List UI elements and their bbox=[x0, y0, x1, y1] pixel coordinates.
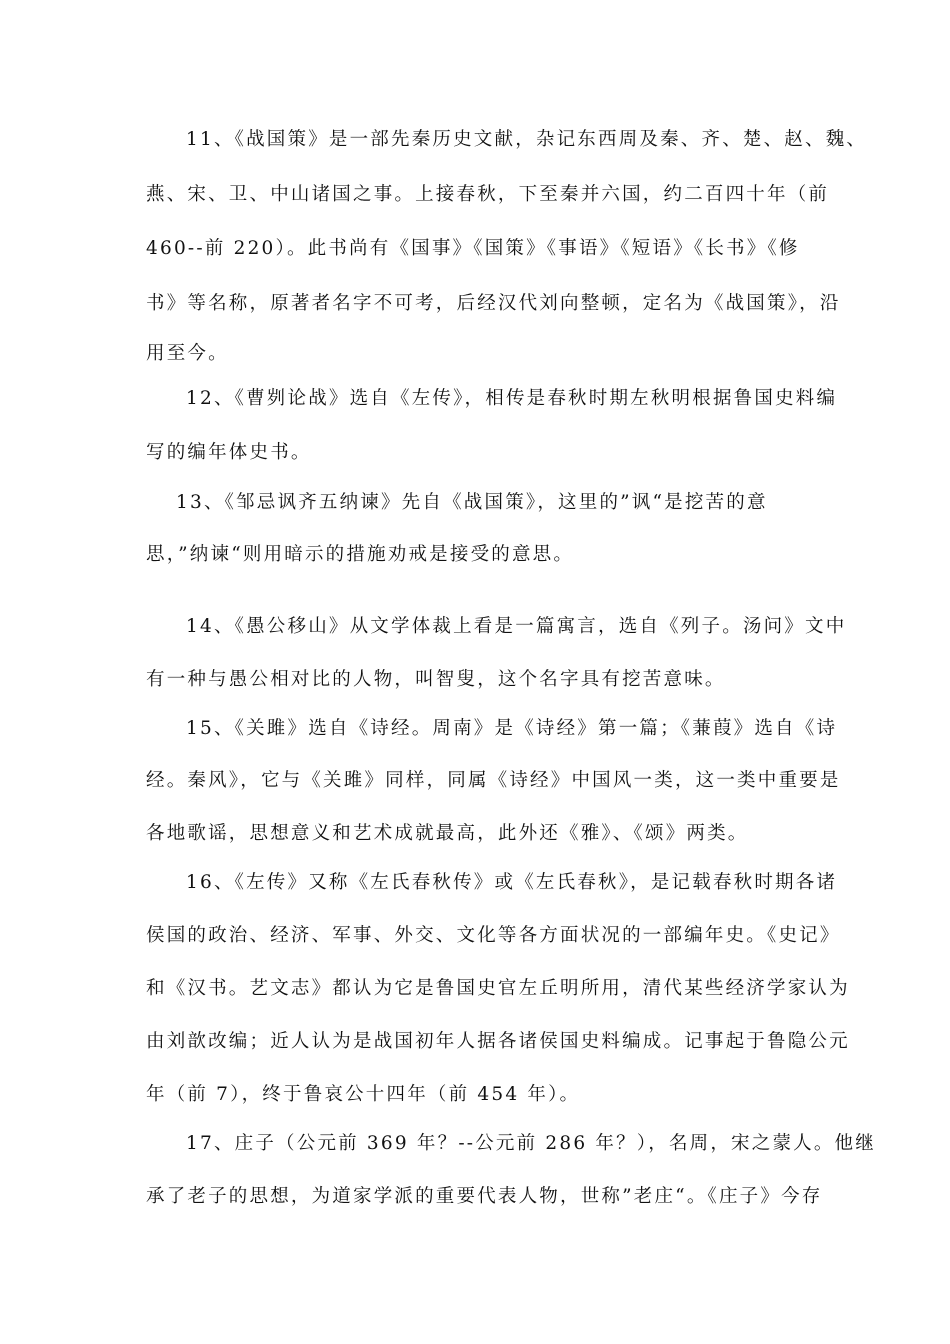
text-line: 15、《关雎》选自《诗经。周南》是《诗经》第一篇；《蒹葭》选自《诗 bbox=[186, 718, 838, 739]
text-line: 460--前 220）。此书尚有《国事》《国策》《事语》《短语》《长书》《修 bbox=[146, 238, 800, 259]
text-line: 12、《曹刿论战》选自《左传》，相传是春秋时期左秋明根据鲁国史料编 bbox=[186, 388, 838, 409]
text-line: 年（前 7），终于鲁哀公十四年（前 454 年）。 bbox=[146, 1084, 581, 1105]
text-line: 书》等名称，原著者名字不可考，后经汉代刘向整顿，定名为《战国策》，沿 bbox=[146, 293, 841, 314]
text-line: 17、庄子（公元前 369 年？--公元前 286 年？），名周，宋之蒙人。他继 bbox=[186, 1133, 876, 1154]
text-line: 13、《邹忌讽齐五纳谏》先自《战国策》，这里的”讽“是挖苦的意 bbox=[176, 492, 768, 513]
text-line: 侯国的政治、经济、军事、外交、文化等各方面状况的一部编年史。《史记》 bbox=[146, 925, 841, 946]
text-line: 16、《左传》又称《左氏春秋传》或《左氏春秋》，是记载春秋时期各诸 bbox=[186, 872, 838, 893]
text-line: 11、《战国策》是一部先秦历史文献，杂记东西周及秦、齐、楚、赵、魏、 bbox=[186, 129, 868, 150]
text-line: 经。秦风》，它与《关雎》同样，同属《诗经》中国风一类，这一类中重要是 bbox=[146, 770, 841, 791]
text-line: 有一种与愚公相对比的人物，叫智叟，这个名字具有挖苦意味。 bbox=[146, 669, 726, 690]
text-line: 和《汉书。艺文志》都认为它是鲁国史官左丘明所用，清代某些经济学家认为 bbox=[146, 978, 850, 999]
text-line: 用至今。 bbox=[146, 343, 229, 364]
text-line: 14、《愚公移山》从文学体裁上看是一篇寓言，选自《列子。汤问》文中 bbox=[186, 616, 847, 637]
text-line: 承了老子的思想，为道家学派的重要代表人物，世称”老庄“。《庄子》今存 bbox=[146, 1186, 823, 1207]
text-line: 各地歌谣，思想意义和艺术成就最高，此外还《雅》、《颂》两类。 bbox=[146, 823, 749, 844]
text-line: 写的编年体史书。 bbox=[146, 442, 312, 463]
text-line: 思，”纳谏“则用暗示的措施劝戒是接受的意思。 bbox=[146, 544, 575, 565]
text-line: 由刘歆改编；近人认为是战国初年人据各诸侯国史料编成。记事起于鲁隐公元 bbox=[146, 1031, 850, 1052]
text-line: 燕、宋、卫、中山诸国之事。上接春秋，下至秦并六国，约二百四十年（前 bbox=[146, 184, 830, 205]
